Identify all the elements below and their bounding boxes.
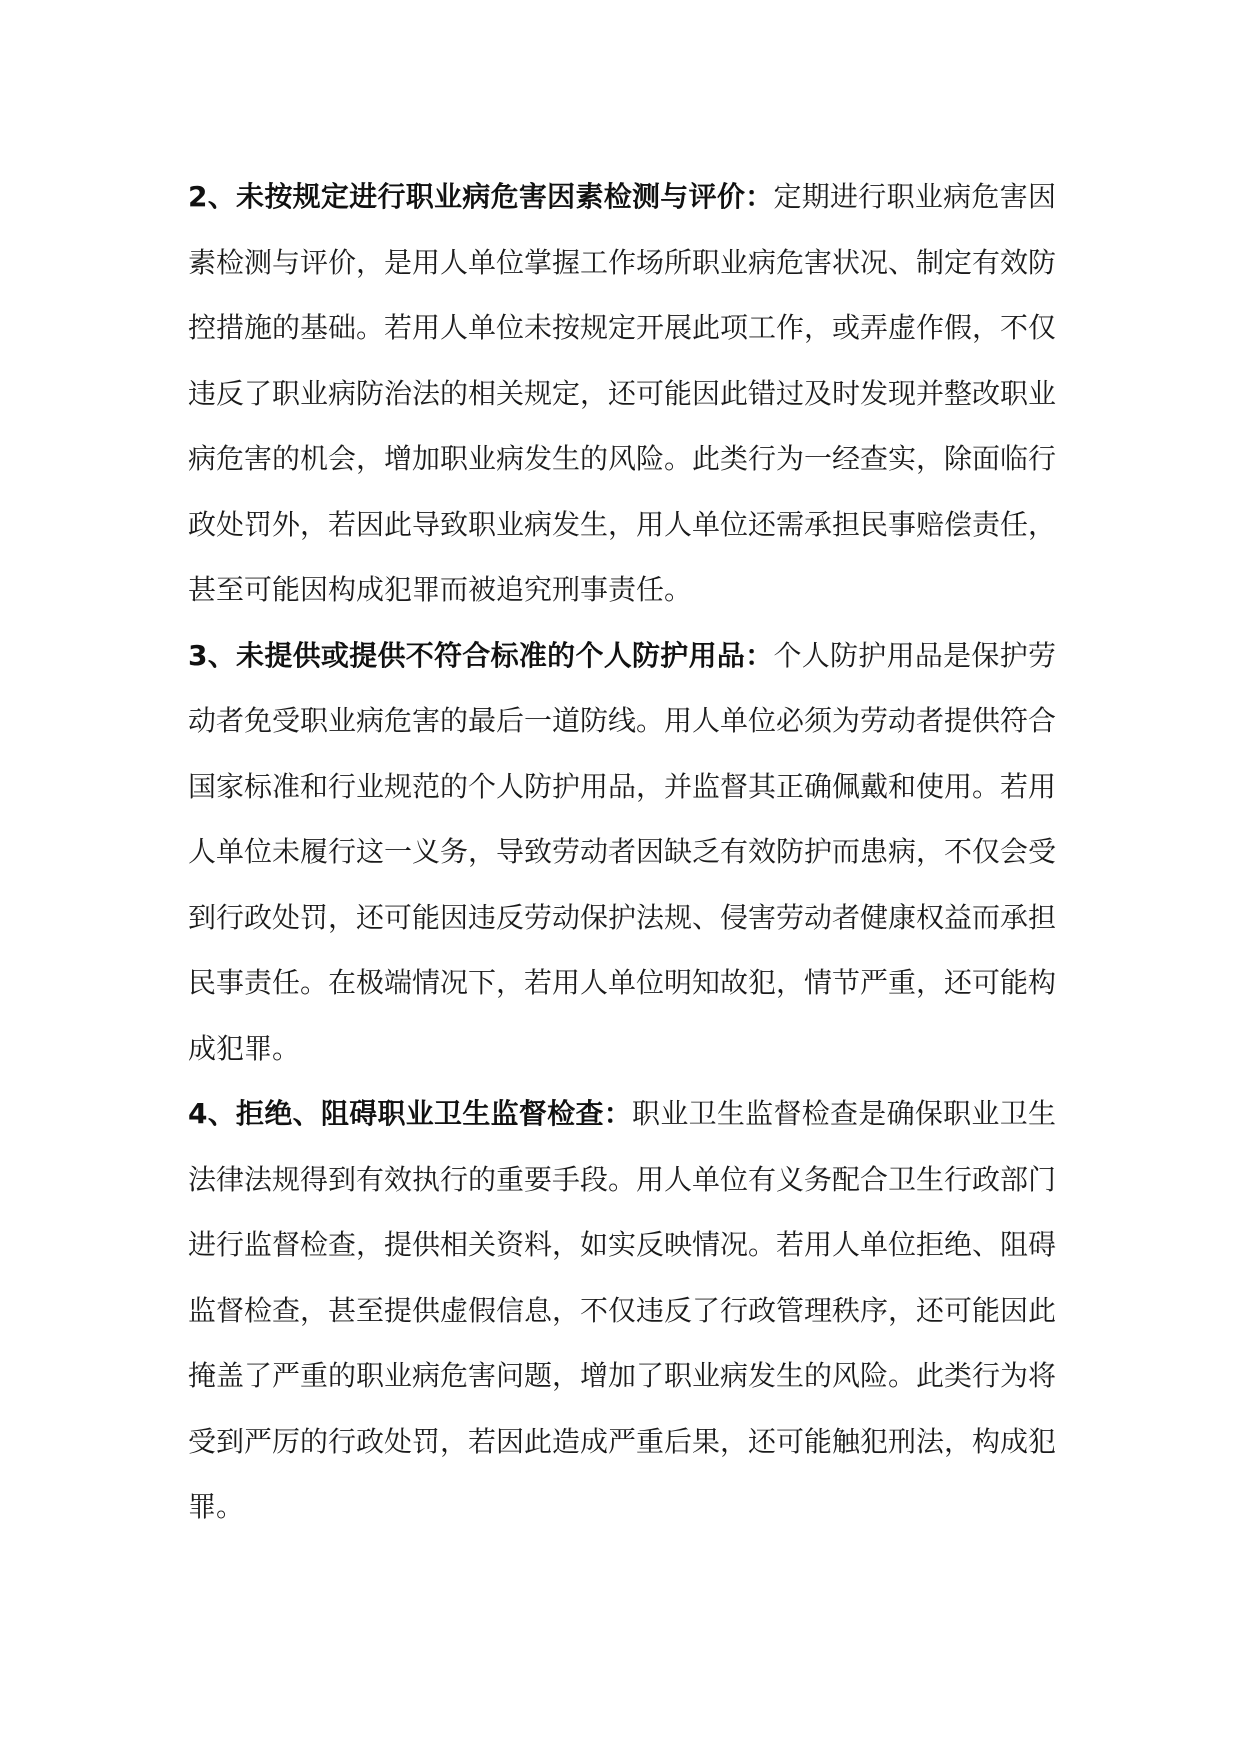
paragraph-item-4	[188, 1081, 1056, 1540]
paragraph-heading-2: 2、未按规定进行职业病危害因素检测与评价：	[188, 180, 774, 213]
paragraph-item-3	[188, 623, 1056, 1082]
paragraph-body-3: 个人防护用品是保护劳动者免受职业病危害的最后一道防线。用人单位必须为劳动者提供符合国家标准和行业规范的个人防护用品，并监督其正确佩戴和使用。若用人单位未履行这一义务，导致劳动者因缺乏有效防护而患病，不仅会受到行政处罚，还可能因违反劳动保护法规、侵害劳动者健康权益而承担民事责任。在极端情况下，若用人单位明知故犯，情节严重，还可能构成犯罪。	[188, 638, 1057, 1065]
paragraph-heading-4: 4、拒绝、阻碍职业卫生监督检查：	[188, 1097, 633, 1130]
paragraph-heading-3: 3、未提供或提供不符合标准的个人防护用品：	[188, 638, 774, 672]
paragraph-body-2: 定期进行职业病危害因素检测与评价，是用人单位掌握工作场所职业病危害状况、制定有效防控措施的基础。若用人单位未按规定开展此项工作，或弄虚作假，不仅违反了职业病防治法的相关规定，还可能因此错过及时发现并整改职业病危害的机会，增加职业病发生的风险。此类行为一经查实，除面临行政处罚外，若因此导致职业病发生，用人单位还需承担民事赔偿责任，甚至可能因构成犯罪而被追究刑事责任。	[188, 180, 1057, 606]
paragraph-item-2	[188, 164, 1056, 623]
document-body	[188, 164, 1056, 1540]
paragraph-body-4: 职业卫生监督检查是确保职业卫生法律法规得到有效执行的重要手段。用人单位有义务配合卫生行政部门进行监督检查，提供相关资料，如实反映情况。若用人单位拒绝、阻碍监督检查，甚至提供虚假信息，不仅违反了行政管理秩序，还可能因此掩盖了严重的职业病危害问题，增加了职业病发生的风险。此类行为将受到严厉的行政处罚，若因此造成严重后果，还可能触犯刑法，构成犯罪。	[188, 1097, 1057, 1523]
